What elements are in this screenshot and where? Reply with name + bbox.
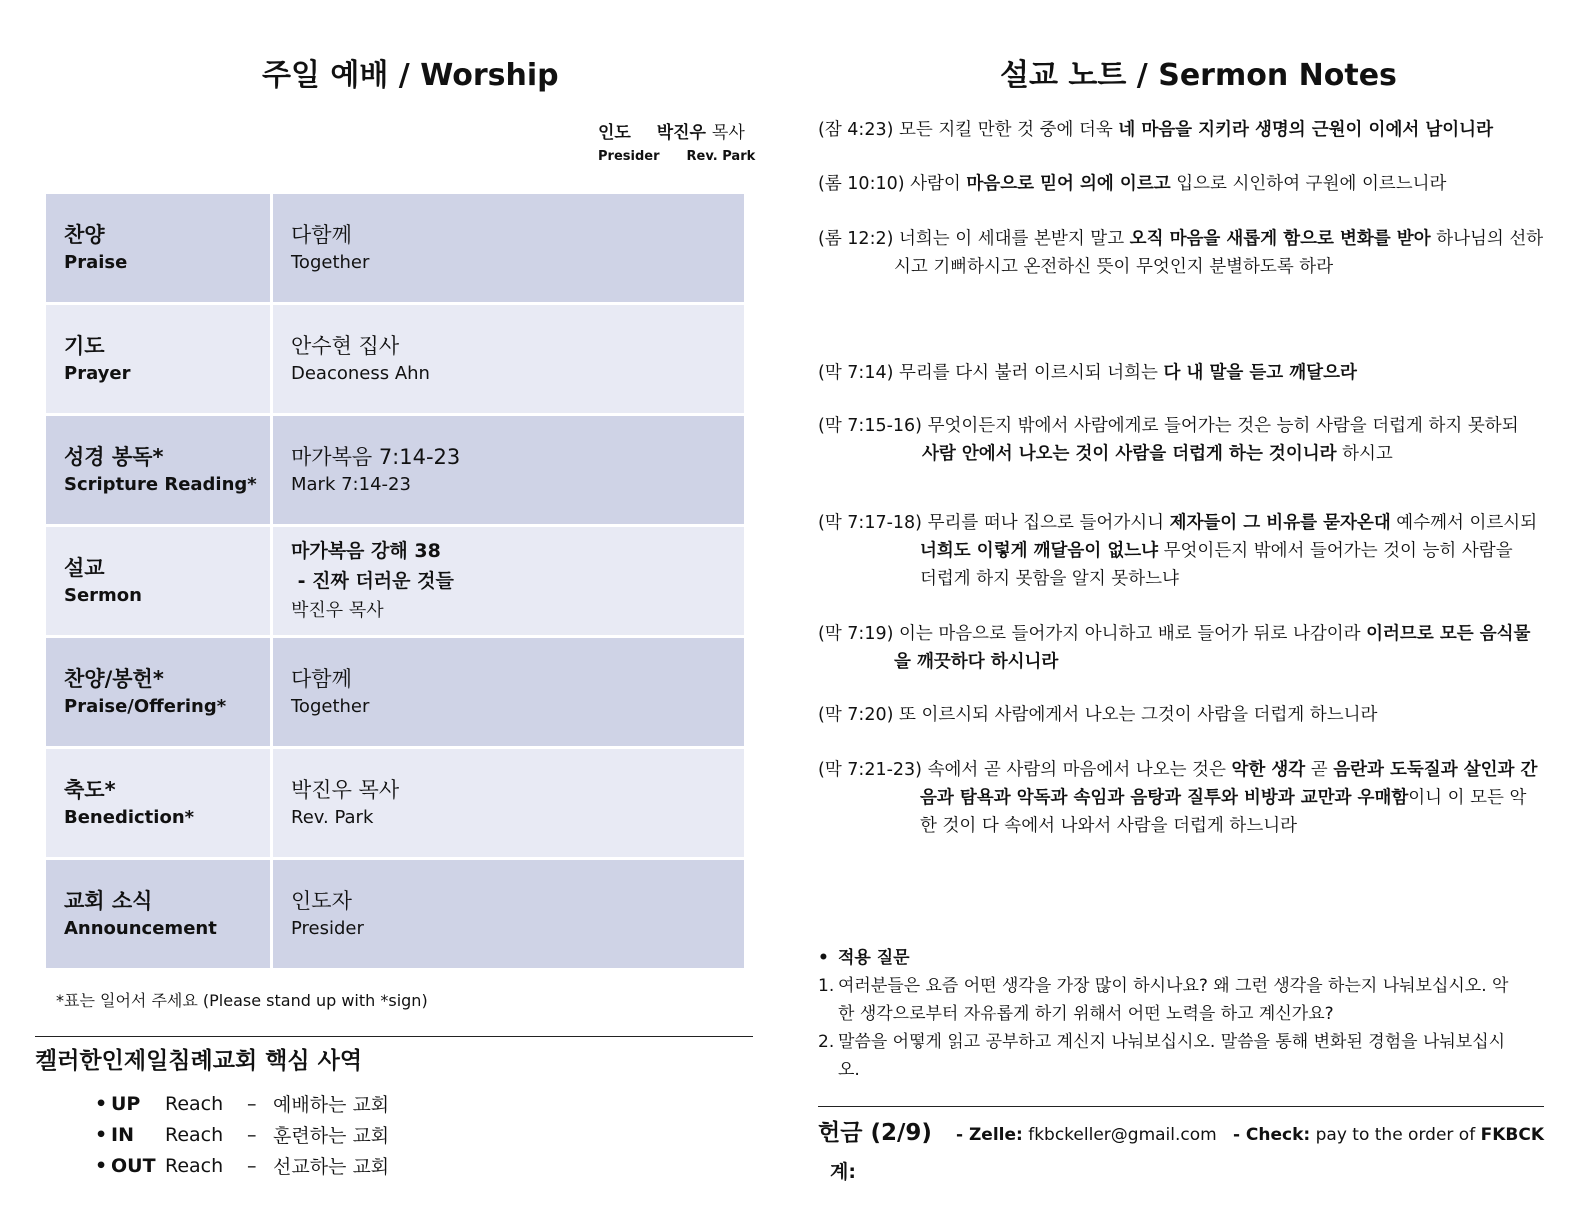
verse bbox=[818, 225, 1543, 281]
left-divider bbox=[35, 1036, 753, 1037]
ministry-reach: Reach bbox=[165, 1123, 224, 1146]
list-item bbox=[818, 1028, 1508, 1084]
verse-text: 이는 마음으로 들어가지 아니하고 배로 들어가 뒤로 나감이라 bbox=[893, 624, 1367, 644]
right-divider bbox=[818, 1106, 1544, 1107]
list-item bbox=[95, 1150, 389, 1181]
presider-label-ko: 인도 bbox=[598, 123, 631, 143]
verse-continuation: 한 것이 다 속에서 나와서 사람을 더럽게 하느니라 bbox=[920, 816, 1298, 836]
verse bbox=[818, 412, 1519, 468]
list-item bbox=[818, 972, 1508, 1028]
verse-continuation: 시고 기뻐하시고 온전하신 뜻이 무엇인지 분별하도록 하라 bbox=[894, 257, 1334, 277]
verse-ref: (롬 10:10) bbox=[818, 174, 905, 194]
verse-highlight: 오직 마음을 새롭게 함으로 변화를 받아 bbox=[1129, 229, 1431, 249]
verse-ref: (막 7:19) bbox=[818, 624, 894, 644]
list-item bbox=[95, 1119, 389, 1150]
verse-text: 무리를 다시 불러 이르시되 너희는 bbox=[893, 363, 1164, 383]
table-row bbox=[46, 860, 744, 968]
order-item-ko: 교회 소식 bbox=[64, 889, 153, 913]
verse-highlight: 음란과 도둑질과 살인과 간 bbox=[1333, 760, 1538, 780]
verse bbox=[818, 170, 1446, 198]
offering-total-label: 계: bbox=[830, 1161, 856, 1183]
order-leader-en: Deaconess Ahn bbox=[291, 363, 430, 384]
verse-text: 속에서 곧 사람의 마음에서 나오는 것은 bbox=[922, 760, 1232, 780]
sermon-preacher: 박진우 목사 bbox=[291, 600, 384, 621]
bullet: • bbox=[95, 1123, 108, 1146]
verse-highlight: 제자들이 그 비유를 묻자온대 bbox=[1169, 513, 1391, 533]
ministry-dash: – bbox=[247, 1123, 257, 1146]
presider-title-ko: 목사 bbox=[711, 123, 745, 143]
order-item-en: Benediction* bbox=[64, 807, 195, 828]
ministry-desc: 선교하는 교회 bbox=[273, 1156, 390, 1178]
verse-continuation: 더럽게 하지 못함을 알지 못하느냐 bbox=[920, 569, 1179, 589]
verse-highlight: 마음으로 믿어 의에 이르고 bbox=[966, 174, 1171, 194]
check-payee: FKBCK bbox=[1480, 1125, 1544, 1145]
ministry-list bbox=[95, 1088, 389, 1181]
list-item bbox=[95, 1088, 389, 1119]
verse-text: 무리를 떠나 집으로 들어가시니 bbox=[922, 513, 1170, 533]
verse-highlight: 사람 안에서 나오는 것이 사람을 더럽게 하는 것이니라 bbox=[922, 444, 1337, 464]
order-leader-ko: 인도자 bbox=[291, 889, 352, 913]
order-leader-en: Rev. Park bbox=[291, 807, 374, 828]
ministry-label: UP bbox=[111, 1092, 141, 1115]
verse bbox=[818, 116, 1493, 144]
sermon-notes-title: 설교 노트 / Sermon Notes bbox=[1000, 58, 1397, 93]
order-item-ko: 찬양/봉헌* bbox=[64, 667, 164, 691]
stand-note: *표는 일어서 주세요 (Please stand up with *sign) bbox=[56, 991, 428, 1010]
order-leader-ko: 안수현 집사 bbox=[291, 334, 400, 358]
table-row bbox=[46, 638, 744, 746]
table-row bbox=[46, 305, 744, 413]
verse-text: 모든 지킬 만한 것 중에 더욱 bbox=[893, 120, 1119, 140]
table-row bbox=[46, 527, 744, 635]
verse bbox=[818, 509, 1537, 593]
ministry-reach: Reach bbox=[165, 1154, 224, 1177]
ministry-label: IN bbox=[111, 1123, 134, 1146]
order-item-ko: 성경 봉독* bbox=[64, 445, 164, 469]
order-leader-ko: 마가복음 7:14-23 bbox=[291, 445, 461, 469]
offering-block bbox=[818, 1114, 1544, 1184]
verse-ref: (막 7:14) bbox=[818, 363, 894, 383]
order-leader-ko: 박진우 목사 bbox=[291, 778, 400, 802]
verse bbox=[818, 701, 1377, 729]
order-item-ko: 기도 bbox=[64, 334, 105, 358]
worship-title: 주일 예배 / Worship bbox=[262, 58, 559, 93]
verse-text: 입으로 시인하여 구원에 이르느니라 bbox=[1170, 174, 1447, 194]
ministry-title: 켈러한인제일침례교회 핵심 사역 bbox=[35, 1048, 363, 1074]
ministry-label: OUT bbox=[111, 1154, 156, 1177]
table-row bbox=[46, 416, 744, 524]
ministry-dash: – bbox=[247, 1092, 257, 1115]
order-leader-en: Together bbox=[291, 252, 370, 273]
verse-ref: (롬 12:2) bbox=[818, 229, 894, 249]
presider-label-en: Presider bbox=[598, 149, 660, 164]
verse-text: 무엇이든지 밖에서 사람에게로 들어가는 것은 능히 사람을 더럽게 하지 못하되 bbox=[922, 416, 1519, 436]
verse-ref: (막 7:21-23) bbox=[818, 760, 923, 780]
order-leader-ko: 다함께 bbox=[291, 667, 352, 691]
sermon-subtitle: - 진짜 더러운 것들 bbox=[291, 570, 454, 592]
verse bbox=[818, 620, 1530, 676]
presider-name-en: Rev. Park bbox=[686, 149, 756, 164]
verse-ref: (막 7:20) bbox=[818, 705, 894, 725]
offering-title: 헌금 (2/9) bbox=[818, 1120, 932, 1146]
question-text: 한 생각으로부터 자유롭게 하기 위해서 어떤 노력을 하고 계신가요? bbox=[838, 1004, 1334, 1024]
verse-text: 예수께서 이르시되 bbox=[1390, 513, 1538, 533]
order-leader-en: Mark 7:14-23 bbox=[291, 474, 411, 495]
verse-ref: (잠 4:23) bbox=[818, 120, 894, 140]
verse-text: 하시고 bbox=[1336, 444, 1393, 464]
order-leader-en: Presider bbox=[291, 918, 364, 939]
verse-text: 너희는 이 세대를 본받지 말고 bbox=[893, 229, 1130, 249]
ministry-reach: Reach bbox=[165, 1092, 224, 1115]
verse-text: 곧 bbox=[1305, 760, 1334, 780]
sermon-title: 마가복음 강해 38 bbox=[291, 540, 441, 562]
check-text: pay to the order of bbox=[1315, 1125, 1476, 1145]
check-label: - Check: bbox=[1232, 1125, 1311, 1145]
ministry-desc: 훈련하는 교회 bbox=[273, 1125, 390, 1147]
order-item-ko: 축도* bbox=[64, 778, 116, 802]
ministry-desc: 예배하는 교회 bbox=[273, 1094, 390, 1116]
order-item-en: Scripture Reading* bbox=[64, 474, 257, 495]
verse-text: 사람이 bbox=[904, 174, 967, 194]
verse-ref: (막 7:15-16) bbox=[818, 416, 923, 436]
verse bbox=[818, 756, 1537, 840]
bullet-icon: • bbox=[818, 948, 829, 968]
zelle-label: - Zelle: bbox=[955, 1125, 1023, 1145]
question-text: 여러분들은 요즘 어떤 생각을 가장 많이 하시나요? 왜 그런 생각을 하는지 나눠보십시오. 악 bbox=[838, 976, 1509, 996]
order-item-en: Praise bbox=[64, 252, 128, 273]
bullet: • bbox=[95, 1154, 108, 1177]
verse-text: 또 이르시되 사람에게서 나오는 그것이 사람을 더럽게 하느니라 bbox=[893, 705, 1378, 725]
order-item-en: Prayer bbox=[64, 363, 131, 384]
order-item-en: Announcement bbox=[64, 918, 217, 939]
zelle-email: fkbckeller@gmail.com bbox=[1028, 1125, 1217, 1145]
bullet: • bbox=[95, 1092, 108, 1115]
worship-order-table bbox=[43, 191, 747, 971]
presider-block bbox=[598, 118, 755, 164]
verse-highlight: 네 마음을 지키라 생명의 근원이 이에서 남이니라 bbox=[1118, 120, 1493, 140]
verse-highlight: 너희도 이렇게 깨달음이 없느냐 bbox=[920, 541, 1159, 561]
order-item-ko: 찬양 bbox=[64, 223, 105, 247]
presider-name-ko: 박진우 bbox=[656, 123, 706, 143]
verse-highlight: 다 내 말을 듣고 깨달으라 bbox=[1163, 363, 1357, 383]
question-number: 2. bbox=[818, 1032, 835, 1052]
verse-highlight: 을 깨끗하다 하시니라 bbox=[894, 652, 1059, 672]
verse-text: 무엇이든지 밖에서 들어가는 것이 능히 사람을 bbox=[1158, 541, 1513, 561]
order-item-ko: 설교 bbox=[64, 556, 105, 580]
question-number: 1. bbox=[818, 976, 835, 996]
question-text: 말씀을 어떻게 읽고 공부하고 계신지 나눠보십시오. 말씀을 통해 변화된 경험을 나눠보십시 bbox=[838, 1032, 1506, 1052]
table-row bbox=[46, 749, 744, 857]
verse-highlight: 음과 탐욕과 악독과 속임과 음탕과 질투와 비방과 교만과 우매함 bbox=[920, 788, 1409, 808]
questions-heading: 적용 질문 bbox=[838, 948, 910, 968]
question-text: 오. bbox=[838, 1060, 860, 1080]
order-leader-ko: 다함께 bbox=[291, 223, 352, 247]
verse-highlight: 악한 생각 bbox=[1231, 760, 1306, 780]
verse-text: 하나님의 선하 bbox=[1430, 229, 1544, 249]
order-item-en: Sermon bbox=[64, 585, 142, 606]
order-leader-en: Together bbox=[291, 696, 370, 717]
table-row bbox=[46, 194, 744, 302]
verse bbox=[818, 359, 1357, 387]
application-questions bbox=[818, 943, 1508, 1084]
verse-highlight: 이러므로 모든 음식물 bbox=[1366, 624, 1531, 644]
verse-ref: (막 7:17-18) bbox=[818, 513, 923, 533]
ministry-dash: – bbox=[247, 1154, 257, 1177]
verse-text: 이니 이 모든 악 bbox=[1408, 788, 1527, 808]
order-item-en: Praise/Offering* bbox=[64, 696, 227, 717]
